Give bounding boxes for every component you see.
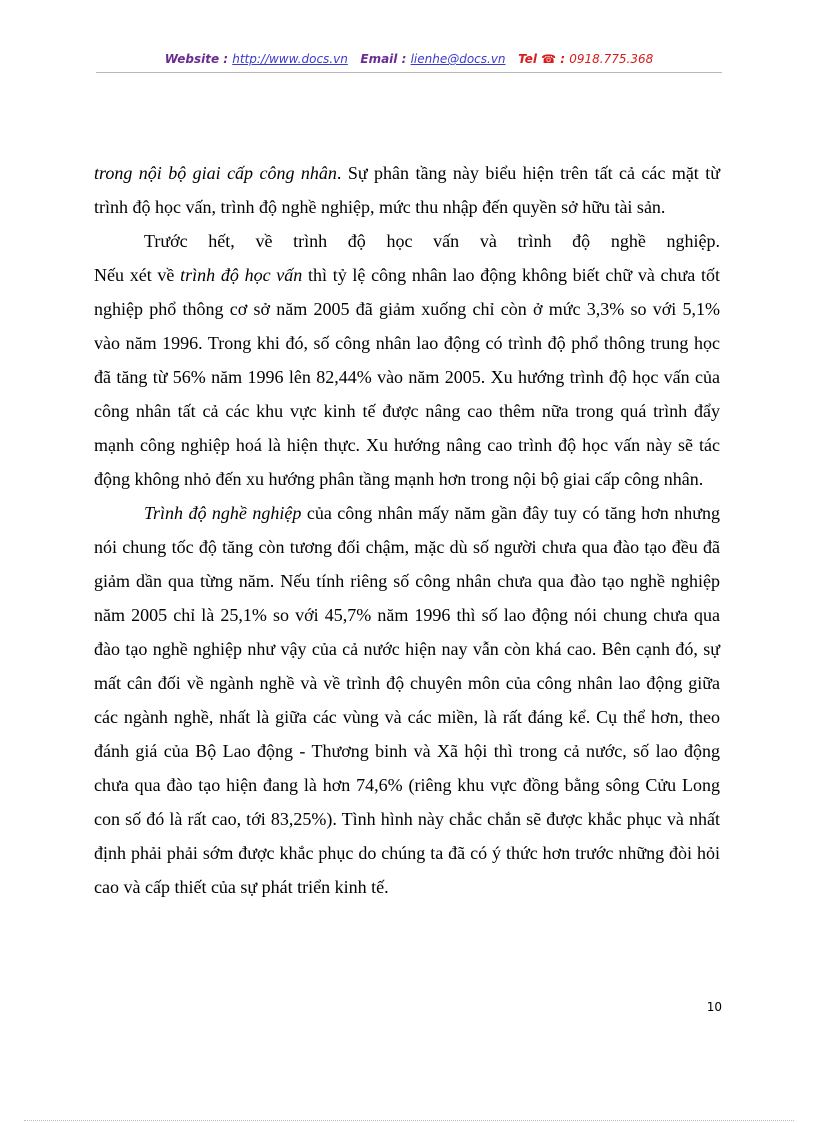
page-header bbox=[96, 50, 722, 68]
footer-divider bbox=[24, 1120, 794, 1121]
paragraph-2-prefix: Nếu xét về bbox=[94, 265, 181, 285]
email-link[interactable]: lienhe@docs.vn bbox=[410, 52, 506, 66]
paragraph-2 bbox=[94, 258, 720, 496]
tel-label: Tel ☎ : bbox=[518, 52, 570, 66]
website-label: Website : bbox=[164, 52, 233, 66]
paragraph-3-text: của công nhân mấy năm gần đây tuy có tăng hơn nhưng nói chung tốc độ tăng còn tương đối chậm, mặc dù số người chưa qua đào tạo đều đã giảm dần qua từng năm. Nếu tính riêng số công nhân chưa qua đào tạo nghề nghiệp năm 2005 chỉ là 25,1% so với 45,7% năm 1996 thì số lao động nói chung chưa qua đào tạo nghề nghiệp như vậy của cả nước hiện nay vẫn còn khá cao. Bên cạnh đó, sự mất cân đối về ngành nghề và về trình độ chuyên môn của công nhân lao động giữa các ngành nghề, nhất là giữa các vùng và các miền, là rất đáng kể. Cụ thể hơn, theo đánh giá của Bộ Lao động - Thương binh và Xã hội thì trong cả nước, số lao động chưa qua đào tạo hiện đang là hơn 74,6% (riêng khu vực đồng bằng sông Cửu Long con số đó là rất cao, tới 83,25%). Tình hình này chắc chắn sẽ được khắc phục và nhất định phải phải sớm được khắc phục do chúng ta đã có ý thức hơn trước những đòi hỏi cao và cấp thiết của sự phát triển kinh tế. bbox=[94, 503, 720, 897]
paragraph-2-italic: trình độ học vấn bbox=[180, 265, 303, 285]
paragraph-1 bbox=[94, 156, 720, 224]
paragraph-2-text: thì tỷ lệ công nhân lao động không biết chữ và chưa tốt nghiệp phổ thông cơ sở năm 2005 đã giảm xuống chỉ còn ở mức 3,3% so với 5,1% vào năm 1996. Trong khi đó, số công nhân lao động có trình độ phổ thông trung học đã tăng từ 56% năm 1996 lên 82,44% vào năm 2005. Xu hướng trình độ học vấn của công nhân tất cả các khu vực kinh tế được nâng cao thêm nữa trong quá trình đẩy mạnh công nghiệp hoá là hiện thực. Xu hướng nâng cao trình độ học vấn này sẽ tác động không nhỏ đến xu hướng phân tầng mạnh hơn trong nội bộ giai cấp công nhân. bbox=[94, 265, 720, 489]
paragraph-3 bbox=[94, 496, 720, 904]
header-divider bbox=[96, 72, 722, 73]
email-separator: : bbox=[397, 52, 411, 66]
paragraph-1-italic: trong nội bộ giai cấp công nhân bbox=[94, 163, 337, 183]
paragraph-3-italic: Trình độ nghề nghiệp bbox=[144, 503, 302, 523]
paragraph-2-first-line: Trước hết, về trình độ học vấn và trình độ nghề nghiệp. bbox=[144, 231, 720, 251]
page-number: 10 bbox=[706, 1000, 722, 1014]
document-body bbox=[94, 156, 720, 904]
website-link[interactable]: http://www.docs.vn bbox=[232, 52, 348, 66]
tel-number: 0918.775.368 bbox=[569, 52, 654, 66]
paragraph-1-text: . Sự phân tầng này biểu hiện trên tất cả các mặt từ trình độ học vấn, trình độ nghề nghiệp, mức thu nhập đến quyền sở hữu tài sản. bbox=[94, 163, 720, 217]
email-label: Email bbox=[360, 52, 398, 66]
